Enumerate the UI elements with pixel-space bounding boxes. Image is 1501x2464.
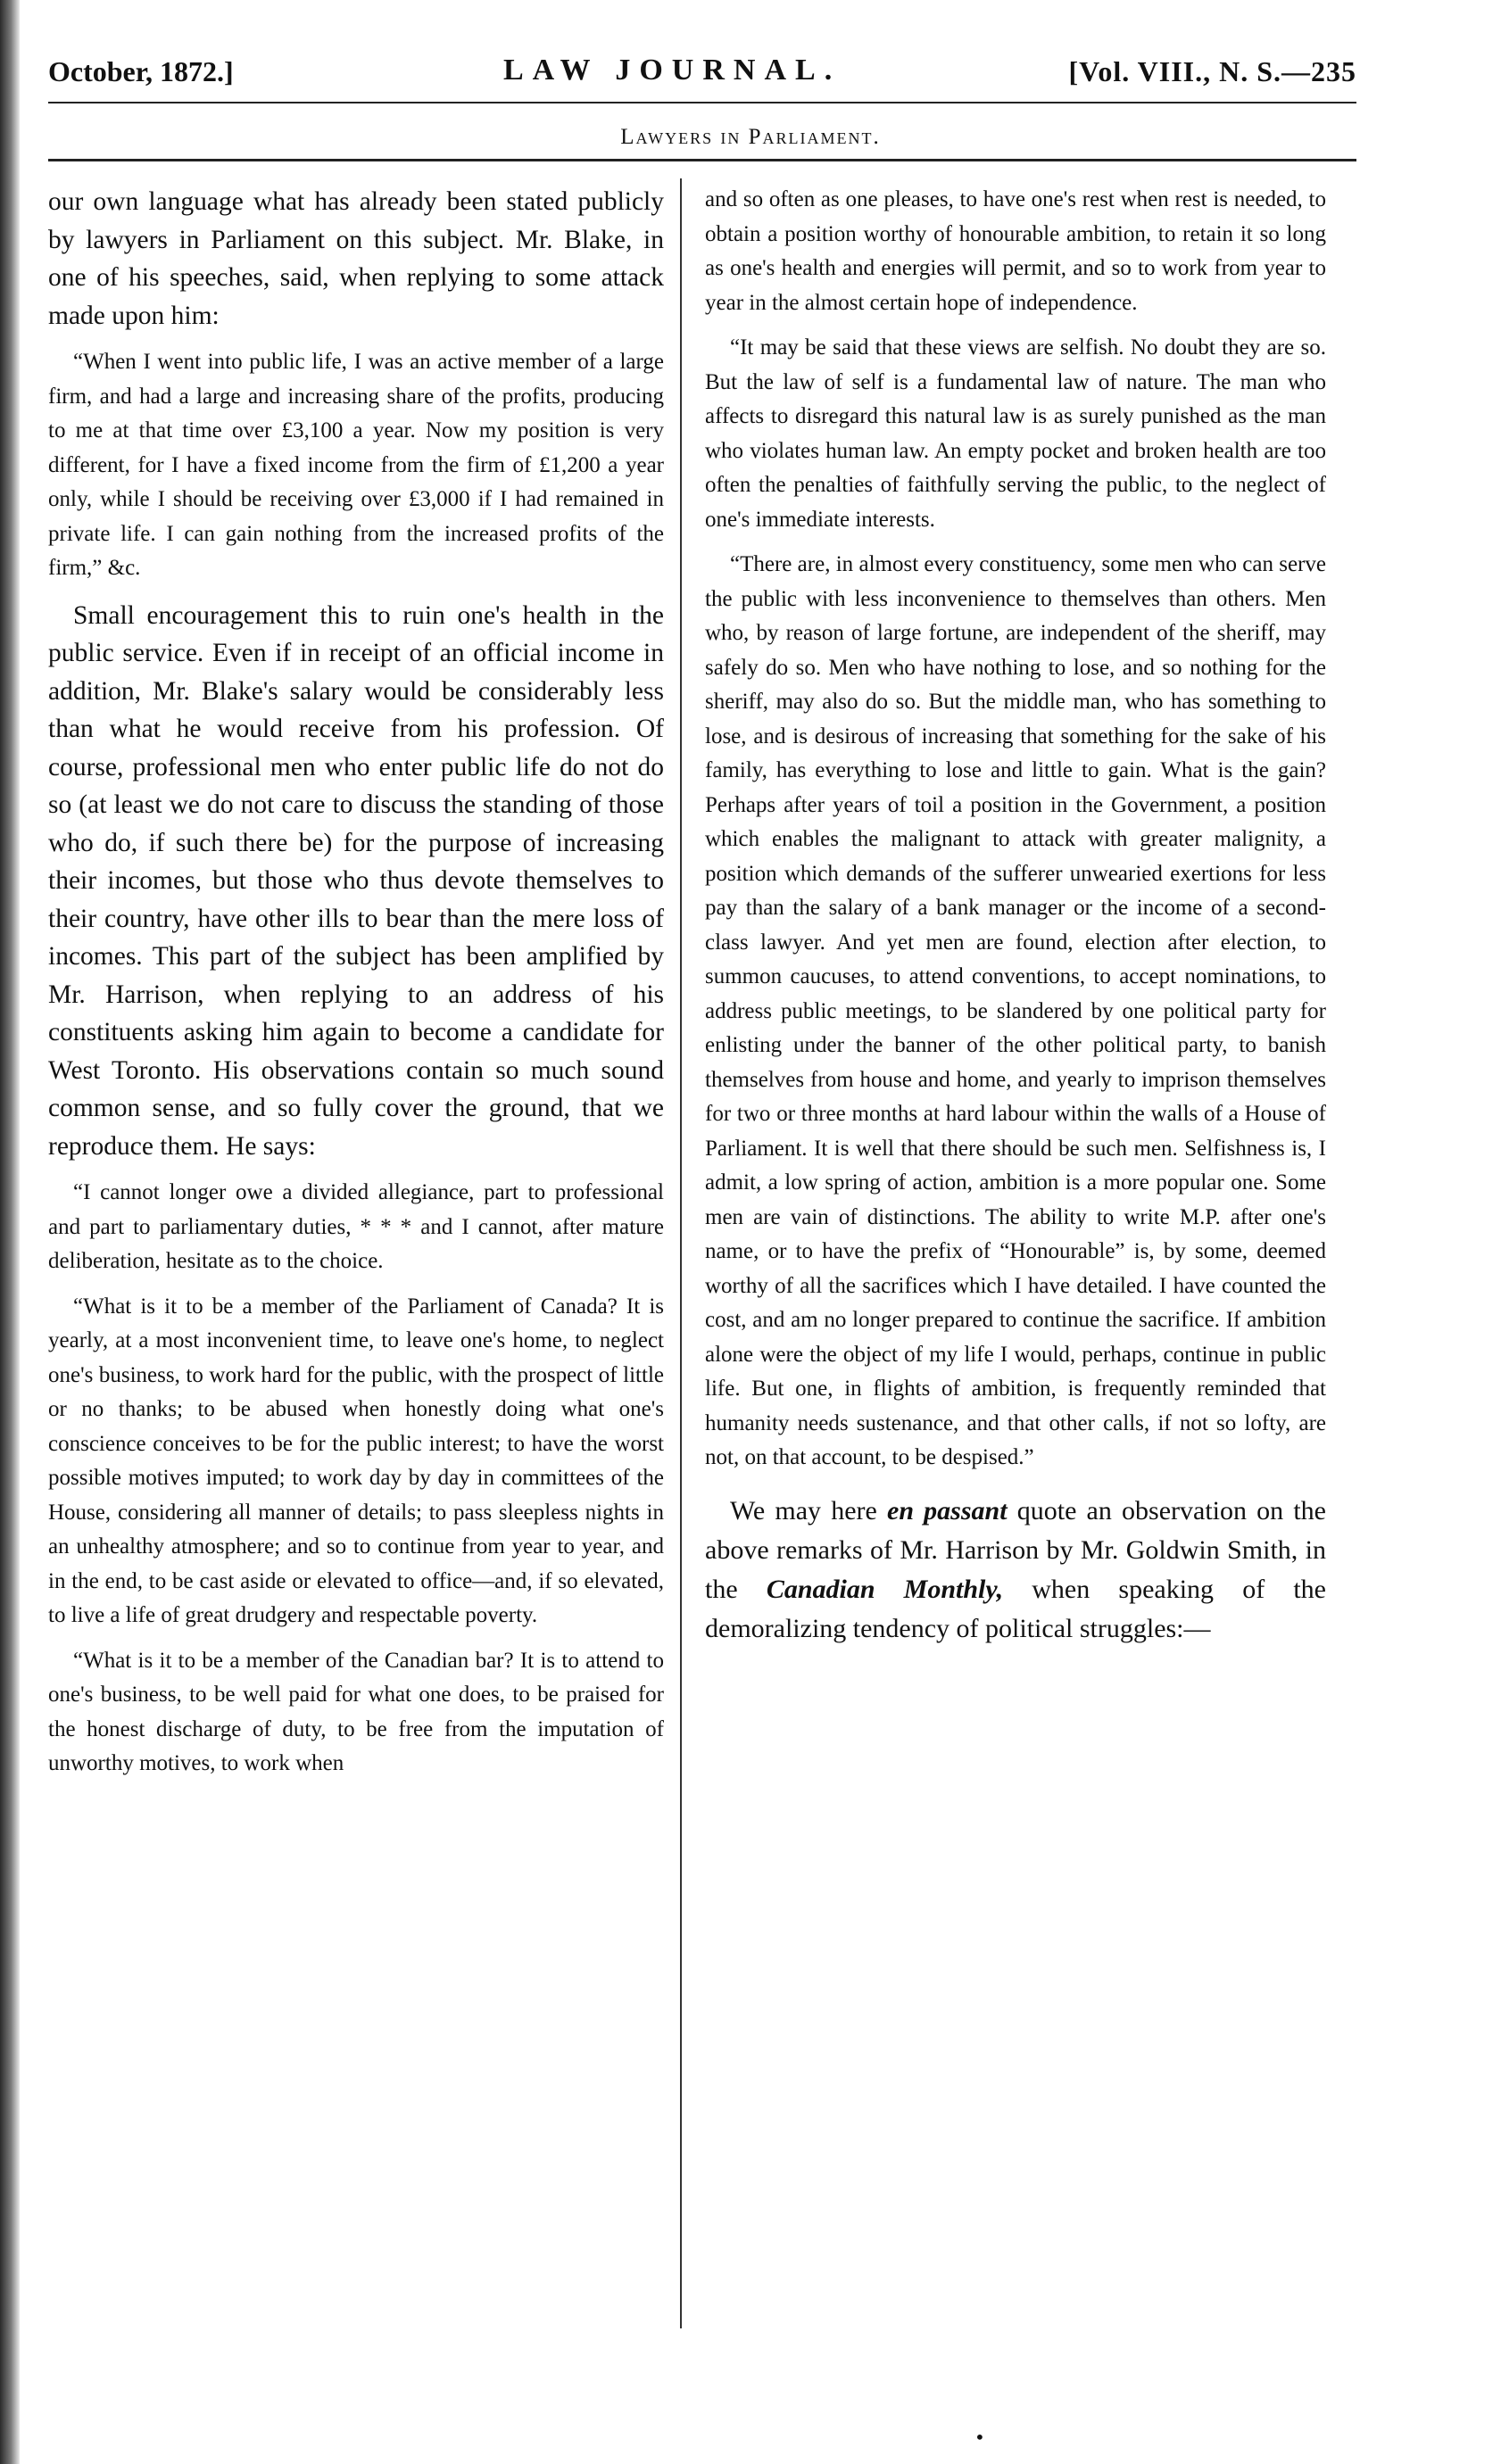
- quoted-paragraph: “When I went into public life, I was an active member of a large firm, and had a large and increasing share of the profits, producing to me at that time over £3,100 a year. Now my position is very different, for I have a fixed income from the firm of £1,200 a year only, while I should be receiving over £3,000 if I had remained in private life. I can gain nothing from the increased profits of the firm,” &c.: [48, 350, 664, 580]
- right-column: [705, 183, 1326, 1659]
- print-mark: •: [974, 2427, 985, 2448]
- column-divider: [680, 178, 682, 2328]
- quoted-paragraph: “What is it to be a member of the Canadian bar? It is to attend to one's business, to be well paid for what one does, to be praised for the honest discharge of duty, to be free from the imputation of unworthy motives, to work when: [48, 1648, 664, 1775]
- header-rule: [48, 102, 1356, 103]
- quoted-paragraph: “There are, in almost every constituency, some men who can serve the public with less inconvenience to themselves than others. Men who, by reason of large fortune, are independent of the sheriff, may safely do so. Men who have nothing to lose, and so nothing for the sheriff, may also do so. But the middle man, who has something to lose, and is desirous of increasing that something for the sake of his family, has everything to lose and little to gain. What is the gain? Perhaps after years of toil a position in the Government, a position which enables the malignant to attack with greater malignity, a position which demands of the sufferer unwearied exertions for less pay than the salary of a bank manager or the income of a second-class lawyer. And yet men are found, election after election, to summon caucuses, to attend conventions, to accept nominations, to address public meetings, to be slandered by one political party for enlisting under the banner of the other political party, to banish themselves from house and home, and yearly to imprison themselves for two or three months at hard labour within the walls of a House of Parliament. It is well that there should be such men. Selfishness is, I admit, a low spring of action, ambition is a more popular one. Some men are vain of distinctions. The ability to write M.P. after one's name, or to have the prefix of “Honourable” is, by some, deemed worthy of all the sacrifices which I have detailed. I have counted the cost, and am no longer prepared to continue the sacrifice. If ambition alone were the object of my life I would, perhaps, continue in public life. But one, in flights of ambition, is frequently reminded that humanity needs sustenance, and that other calls, if not so lofty, are not, on that account, to be despised.”: [705, 552, 1326, 1469]
- quoted-paragraph: “I cannot longer owe a divided allegiance, part to professional and part to parliamentary duties, * * * and I cannot, after mature deliberation, hesitate as to the choice.: [48, 1180, 664, 1273]
- section-title: Lawyers in Parliament.: [620, 125, 881, 149]
- header-volume-page: [Vol. VIII., N. S.—235: [1068, 55, 1356, 87]
- paragraph: our own language what has already been stated publicly by lawyers in Parliament on this subject. Mr. Blake, in one of his speeches, said, when replying to some attack made upon him:: [48, 187, 664, 330]
- quoted-paragraph: and so often as one pleases, to have one's rest when rest is needed, to obtain a position worthy of honourable ambition, to retain it so long as one's health and energies will permit, and so to work from year to year in the almost certain hope of independence.: [705, 187, 1326, 315]
- section-rule: [48, 159, 1356, 161]
- quoted-paragraph: “It may be said that these views are selfish. No doubt they are so. But the law of self is a fundamental law of nature. The man who affects to disregard this natural law is as surely punished as the man who violates human law. An empty pocket and broken health are too often the penalties of faithfully serving the public, to the neglect of one's immediate interests.: [705, 335, 1326, 532]
- closing-paragraph: We may here en passant quote an observation on the above remarks of Mr. Harrison by Mr. Goldwin Smith, in the Canadian Monthly, when speaking of the demoralizing tendency of political struggles:—: [705, 1495, 1326, 1643]
- running-header: [48, 54, 1356, 95]
- paragraph: Small encouragement this to ruin one's health in the public service. Even if in receipt of an official income in addition, Mr. Blake's salary would be considerably less than what he would receive from his profession. Of course, professional men who enter public life do not do so (at least we do not care to discuss the standing of those who do, if such there be) for the purpose of increasing their incomes, but those who thus devote themselves to their country, have other ills to bear than the mere loss of incomes. This part of the subject has been amplified by Mr. Harrison, when replying to an address of his constituents asking him again to become a candidate for West Toronto. His observations contain so much sound common sense, and so fully cover the ground, that we reproduce them. He says:: [48, 600, 664, 1161]
- header-journal-title: LAW JOURNAL.: [503, 54, 842, 87]
- quoted-paragraph: “What is it to be a member of the Parliament of Canada? It is yearly, at a most inconvenient time, to leave one's home, to neglect one's business, to work hard for the public, with the prospect of little or no thanks; to be abused when honestly doing what one's conscience conceives to be for the public interest; to have the worst possible motives imputed; to work day by day in committees of the House, considering all manner of details; to pass sleepless nights in an unhealthy atmosphere; and so to continue from year to year, and in the end, to be cast aside or elevated to office—and, if so elevated, to live a life of great drudgery and respectable poverty.: [48, 1294, 664, 1627]
- header-date: October, 1872.]: [48, 55, 234, 87]
- italic-phrase: en passant: [887, 1495, 1008, 1526]
- binding-edge: [0, 0, 20, 2464]
- italic-title: Canadian Monthly,: [766, 1574, 1004, 1604]
- left-column: [48, 183, 664, 1792]
